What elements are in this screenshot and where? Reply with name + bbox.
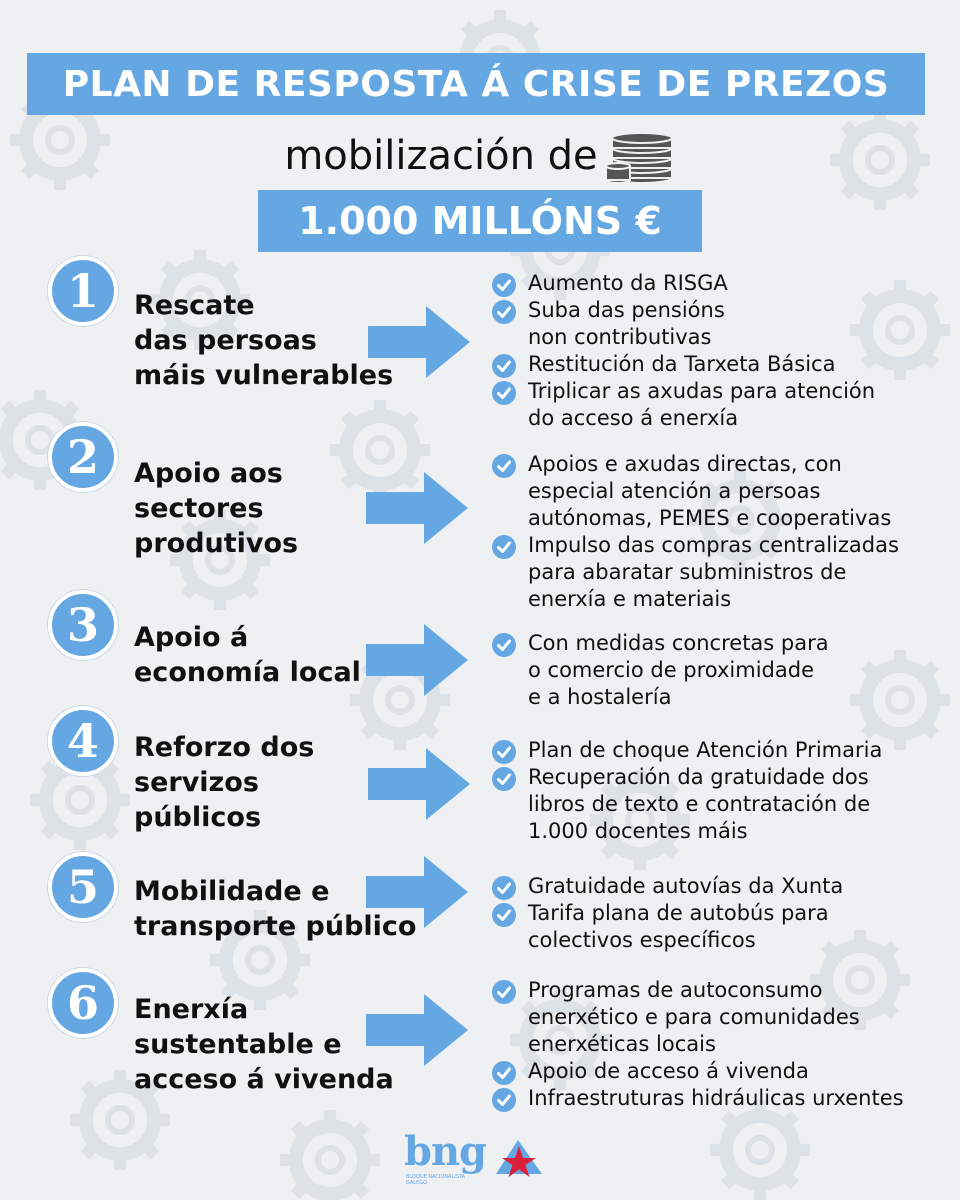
section-number-3: 3: [48, 590, 118, 660]
section-items-4: [492, 737, 882, 845]
section-title-5: Mobilidade e transporte público: [134, 876, 417, 942]
logo-subtext: BLOQUE NACIONALISTA GALEGO: [406, 1174, 465, 1186]
item-text: Gratuidade autovías da Xunta: [528, 874, 844, 898]
item-text: Infraestruturas hidráulicas urxentes: [528, 1086, 904, 1110]
arrow-right-icon: [366, 856, 468, 928]
list-item: [492, 532, 899, 613]
section-title-6: Enerxía sustentable e acceso á vivenda: [134, 994, 394, 1095]
section-items-5: [492, 873, 843, 954]
arrow-right-icon: [366, 994, 468, 1066]
list-item: [492, 378, 875, 432]
check-circle-icon: [492, 903, 516, 927]
check-circle-icon: [492, 980, 516, 1004]
item-text: Recuperación da gratuidade dos libros de texto e contratación de 1.000 docentes máis: [528, 765, 871, 843]
arrow-right-icon: [366, 624, 468, 696]
section-title-2: Apoio aos sectores produtivos: [134, 458, 299, 559]
item-text: Restitución da Tarxeta Básica: [528, 352, 836, 376]
section-number-5: 5: [48, 852, 118, 922]
list-item: [492, 630, 829, 711]
list-item: [492, 1058, 904, 1085]
arrow-right-icon: [368, 306, 470, 378]
check-circle-icon: [492, 300, 516, 324]
section-items-1: [492, 270, 875, 432]
check-circle-icon: [492, 633, 516, 657]
list-item: [492, 1085, 904, 1112]
section-number-6: 6: [48, 968, 118, 1038]
check-circle-icon: [492, 740, 516, 764]
item-text: Con medidas concretas para o comercio de proximidade e a hostalería: [528, 631, 829, 709]
list-item: [492, 737, 882, 764]
list-item: [492, 900, 843, 954]
check-circle-icon: [492, 1061, 516, 1085]
check-circle-icon: [492, 876, 516, 900]
list-item: [492, 270, 875, 297]
item-text: Programas de autoconsumo enerxético e para comunidades enerxéticas locais: [528, 978, 860, 1056]
bng-logo: [404, 1128, 554, 1194]
check-circle-icon: [492, 1088, 516, 1112]
arrow-right-icon: [366, 472, 468, 544]
amount-banner: 1.000 MILLÓNS €: [258, 190, 702, 252]
item-text: Triplicar as axudas para atención do acceso á enerxía: [528, 379, 876, 430]
star-logo-icon: [492, 1134, 546, 1178]
item-text: Suba das pensións non contributivas: [528, 298, 725, 349]
section-items-3: [492, 630, 829, 711]
arrow-right-icon: [368, 748, 470, 820]
item-text: Apoio de acceso á vivenda: [528, 1059, 809, 1083]
logo-text: bng: [404, 1128, 487, 1175]
section-title-4: Reforzo dos servizos públicos: [134, 732, 315, 833]
item-text: Tarifa plana de autobús para colectivos específicos: [528, 901, 829, 952]
list-item: [492, 977, 904, 1058]
check-circle-icon: [492, 767, 516, 791]
check-circle-icon: [492, 535, 516, 559]
item-text: Impulso das compras centralizadas para abaratar subministros de enerxía e materiais: [528, 533, 899, 611]
item-text: Plan de choque Atención Primaria: [528, 738, 883, 762]
section-number-4: 4: [48, 706, 118, 776]
list-item: [492, 451, 899, 532]
subtitle-row: [0, 126, 960, 186]
section-title-3: Apoio á economía local: [134, 622, 361, 688]
coins-icon: [604, 128, 676, 184]
section-number-1: 1: [48, 256, 118, 326]
main-title: PLAN DE RESPOSTA Á CRISE DE PREZOS: [27, 53, 925, 115]
check-circle-icon: [492, 354, 516, 378]
item-text: Apoios e axudas directas, con especial atención a persoas autónomas, PEMES e cooperativas: [528, 452, 892, 530]
list-item: [492, 764, 882, 845]
item-text: Aumento da RISGA: [528, 271, 728, 295]
check-circle-icon: [492, 381, 516, 405]
section-number-2: 2: [48, 422, 118, 492]
list-item: [492, 297, 875, 351]
subtitle-text: mobilización de: [284, 133, 598, 179]
check-circle-icon: [492, 273, 516, 297]
section-items-2: [492, 451, 899, 613]
list-item: [492, 351, 875, 378]
check-circle-icon: [492, 454, 516, 478]
section-items-6: [492, 977, 904, 1112]
section-title-1: Rescate das persoas máis vulnerables: [134, 290, 394, 391]
list-item: [492, 873, 843, 900]
